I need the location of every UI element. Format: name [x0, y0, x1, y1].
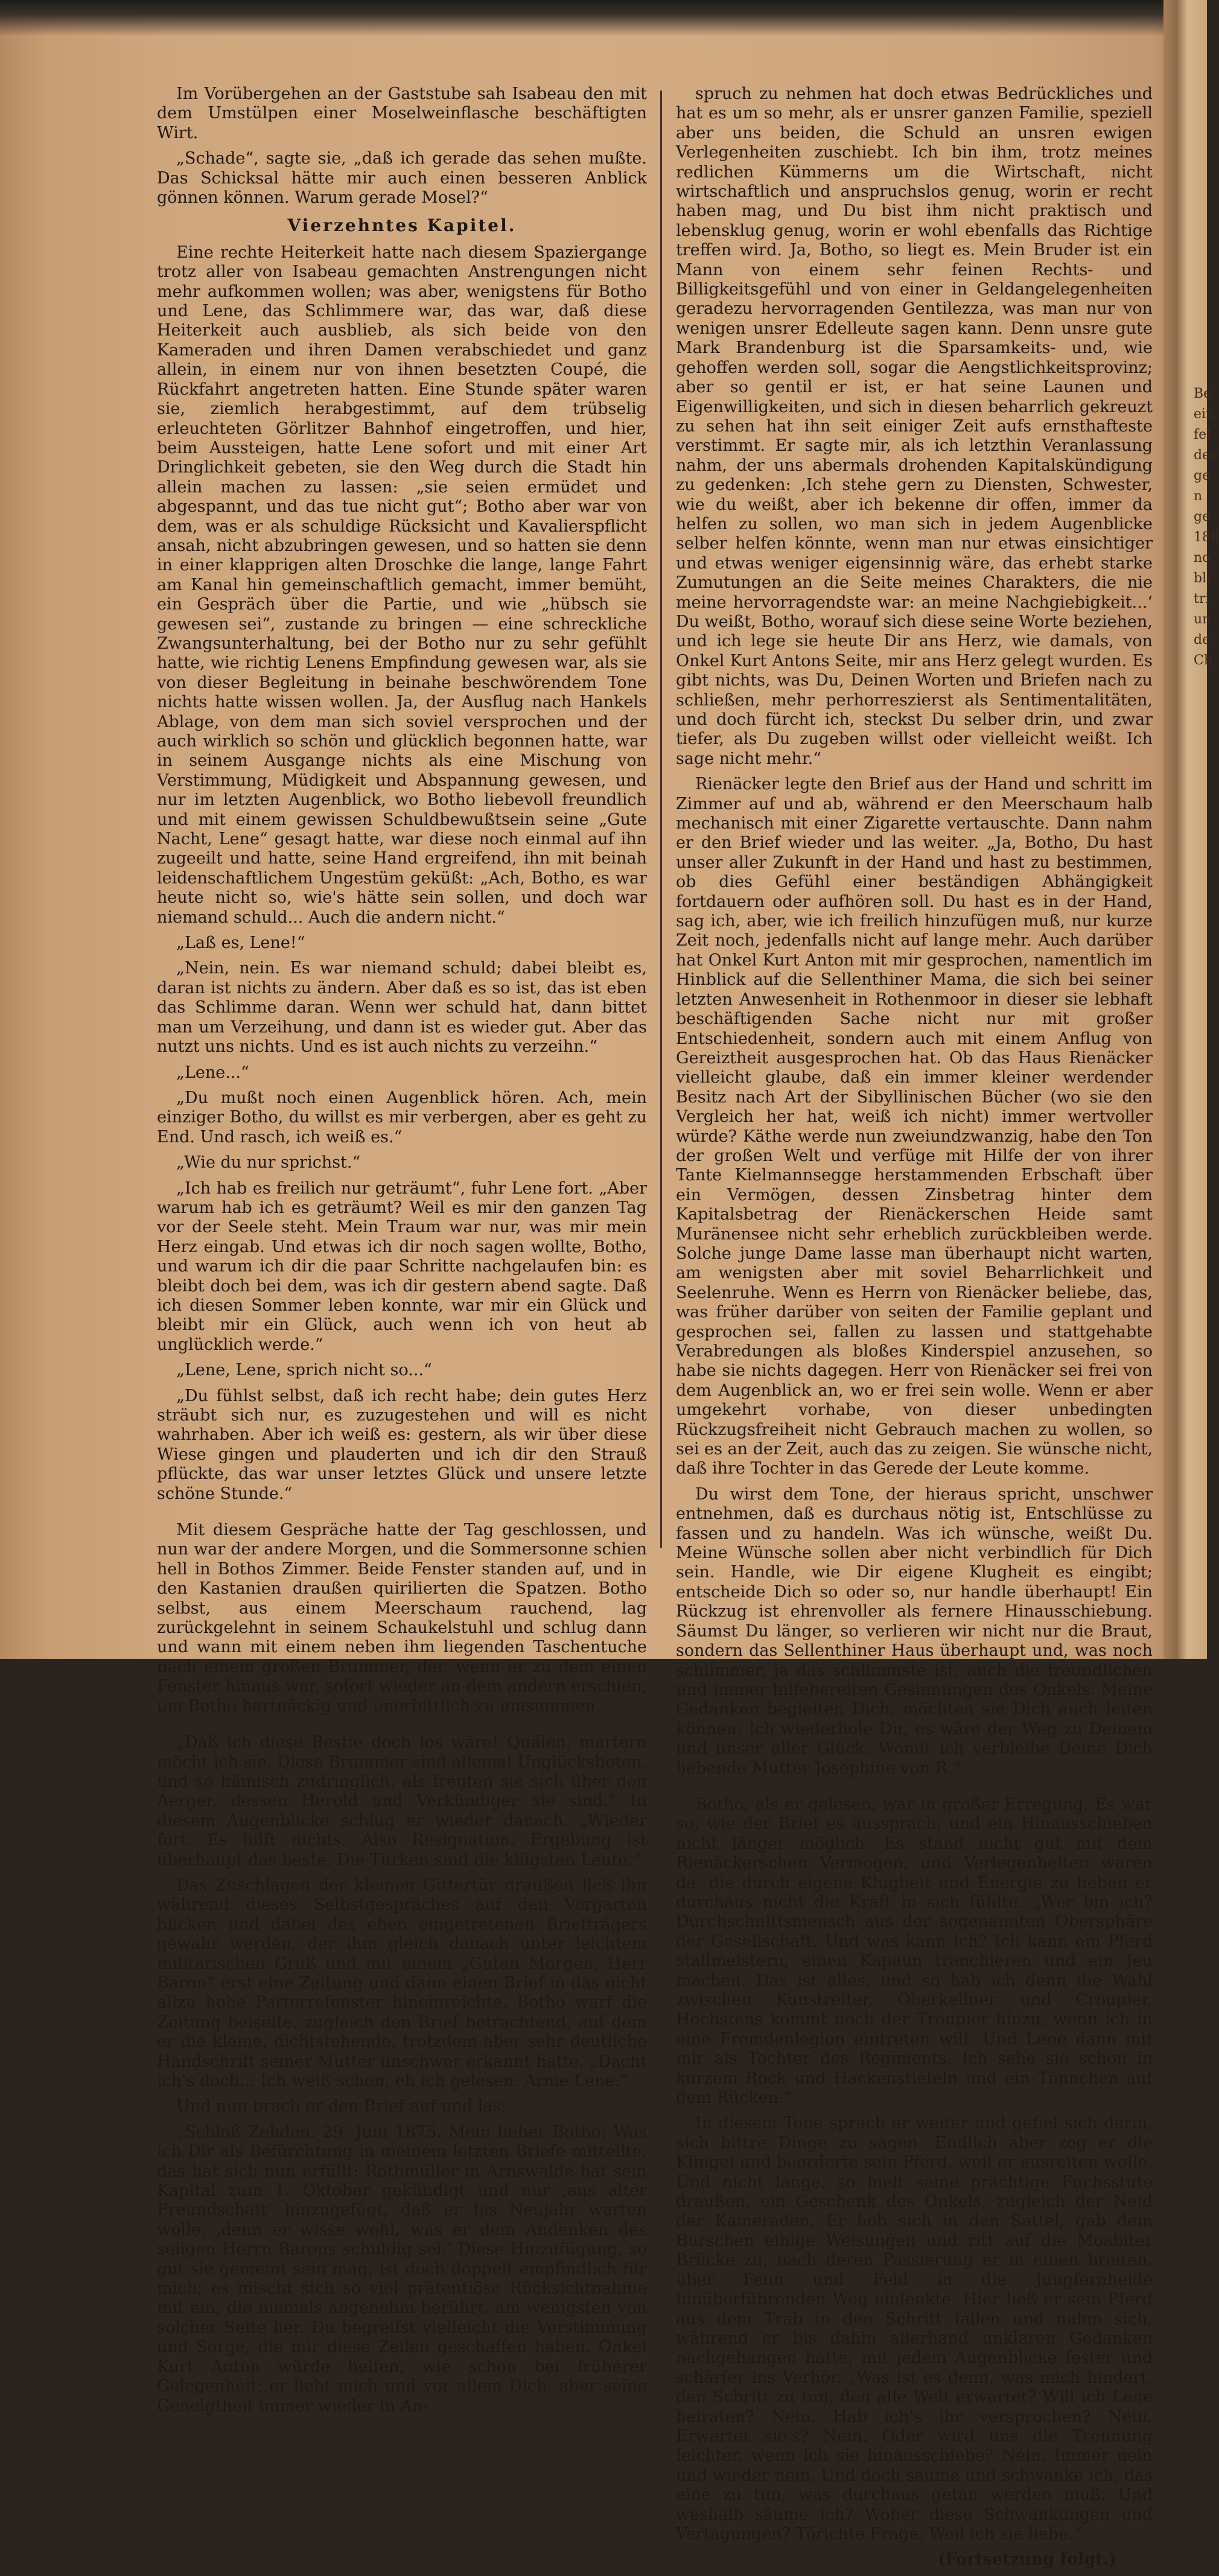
edge-fragment: Ch — [1194, 653, 1213, 668]
left-paragraph: „Du mußt noch einen Augenblick hören. Ach, mein einziger Botho, du willst es mir verbergen, aber es geht zu End. Und rasch, ich weiß es.“ — [157, 1088, 647, 1146]
edge-fragment: der — [1194, 448, 1217, 463]
left-spacer — [157, 1510, 647, 1521]
left-paragraph: Das Zuschlagen der kleinen Gittertür draußen ließ ihn während dieses Selbstgespräches auf den Vorgarten blicken und dabei des eben eingetretenen Briefträgers gewahr werden, der ihm gleich danach unter leichtem militärischen Gruß und mit einem „Guten Morgen, Herr Baron“ erst eine Zeitung und dann einen Brief in das nicht allzu hohe Parterrefenster hineinreichte. Botho warf die Zeitung beiseite, zugleich den Brief betrachtend, auf dem er die kleine, dichtstehende, trotzdem aber sehr deutliche Handschrift seiner Mutter unschwer erkannt hatte. „Dacht ich's doch... Ich weiß schon, eh ich gelesen. Arme Lene.“ — [157, 1875, 647, 2090]
left-paragraph: „Schade“, sagte sie, „daß ich gerade das sehen mußte. Das Schicksal hätte mir auch einen besseren Anblick gönnen können. Warum gerade Mosel?“ — [157, 149, 647, 208]
adjacent-page-edge — [1163, 0, 1219, 1659]
left-paragraph: Und nun brach er den Brief auf und las: — [176, 2097, 507, 2116]
left-paragraph: „Wie du nur sprichst.“ — [176, 1153, 361, 1172]
edge-fragment: bli — [1194, 571, 1211, 586]
edge-fragment: ge — [1194, 509, 1211, 524]
left-paragraph: „Du fühlst selbst, daß ich recht habe; dein gutes Herz sträubt sich nur, es zuzugestehen und will es nicht wahrhaben. Aber ich weiß es: gestern, als wir über diese Wiese gingen und plauderten und ich dir den Strauß pflückte, das war unser letztes Glück und unsere letzte schöne Stunde.“ — [157, 1386, 647, 1503]
left-paragraph: Eine rechte Heiterkeit hatte nach diesem Spaziergange trotz aller von Isabeau gemachten Anstrengungen nicht mehr aufkommen wollen; was aber, wenigstens für Botho und Lene, das Schlimmere war, das war, daß diese Heiterkeit auch ausblieb, als sich beide von den Kameraden und ihren Damen verabschiedet und ganz allein, in einem nur von ihnen besetzten Coupé, die Rückfahrt angetreten hatten. Eine Stunde später waren sie, ziemlich herabgestimmt, auf dem trübselig erleuchteten Görlitzer Bahnhof eingetroffen, und hier, beim Aussteigen, hatte Lene sofort und mit einer Art Dringlichkeit gebeten, sie den Weg durch die Stadt hin allein machen zu lassen: „sie seien ermüdet und abgespannt, und das tue nicht gut“; Botho aber war von dem, was er als schuldige Rücksicht und Kavalierspflicht ansah, nicht abzubringen gewesen, und so hatten sie denn in einer klapprigen alten Droschke die lange, lange Fahrt am Kanal hin gemeinschaftlich gemacht, immer bemüht, ein Gespräch über die Partie, und wie „hübsch sie gewesen sei“, zustande zu bringen — eine schreckliche Zwangsunterhaltung, bei der Botho nur zu sehr gefühlt hatte, wie richtig Lenens Empfindung gewesen war, als sie von dieser Begleitung in beinahe beschwörendem Tone nichts hatte wissen wollen. Ja, der Ausflug nach Hankels Ablage, von dem man sich soviel versprochen und der auch wirklich so schön und glücklich begonnen hatte, war in seinem Ausgange nichts als eine Mischung von Verstimmung, Müdigkeit und Abspannung gewesen, und nur im letzten Augenblick, wo Botho liebevoll freundlich und mit einem gewissen Schuldbewußtsein seine „Gute Nacht, Lene“ gesagt hatte, war diese noch einmal auf ihn zugeeilt und hatte, seine Hand ergreifend, ihn mit beinah leidenschaftlichem Ungestüm geküßt: „Ach, Botho, es war heute nicht so, wie's hätte sein sollen, und doch war niemand schuld... Auch die andern nicht.“ — [157, 243, 647, 927]
left-paragraph: „Schloß Zehden. 29. Juni 1875. Mein lieber Botho: Was ich Dir als Befürchtung in meinem letzten Briefe mitteilte, das hat sich nun erfüllt: Rothmüller in Arnswalde hat sein Kapital zum 1. Oktober gekündigt und nur ‚aus alter Freundschaft‘ hinzugefügt, daß er bis Neujahr warten wolle, ‚denn er wisse wohl, was er dem Andenken des seligen Herrn Barons schuldig sei.‘ Diese Hinzufügung, so gut sie gemeint sein mag, ist doch doppelt empfindlich für mich; es mischt sich so viel prätentiöse Rücksichtnahme mit ein, die niemals angenehm berührt, am wenigsten von solcher Seite her. Du begreifst vielleicht die Verstimmung und Sorge, die mir diese Zeilen geschaffen haben. Onkel Kurt Anton würde helfen, wie schon bei früherer Gelegenheit; er liebt mich und vor allem Dich, aber seine Geneigtheit immer wieder in An- — [157, 2122, 647, 2415]
right-paragraph: Du wirst dem Tone, der hieraus spricht, unschwer entnehmen, daß es durchaus nötig ist, Entschlüsse zu fassen und zu handeln. Was ich wünsche, weißt Du. Meine Wünsche sollen aber nicht verbindlich für Dich sein. Handle, wie Dir eigene Klugheit es eingibt; entscheide Dich so oder so, nur handle überhaupt! Ein Rückzug ist ehrenvoller als fernere Hinausschiebung. Säumst Du länger, so verlieren wir nicht nur die Braut, sondern das Sellenthiner Haus überhaupt und, was noch schlimmer, ja das schlimmste ist, auch die freundlichen und immer hilfebereiten Gesinnungen des Onkels. Meine Gedanken begleiten Dich, möchten sie Dich auch leiten können. Ich wiederhole Dir, es wäre der Weg zu Deinem und unser aller Glück. Womit ich verbleibe Deine Dich liebende Mutter Josephine von R.“ — [676, 1484, 1153, 1778]
edge-fragment: no — [1194, 550, 1211, 565]
edge-fragment: ein — [1194, 407, 1215, 422]
left-paragraph: „Ich hab es freilich nur geträumt“, fuhr Lene fort. „Aber warum hab ich es geträumt? Weil es mir den ganzen Tag vor der Seele steht. Mein Traum war nur, was mir mein Herz eingab. Und etwas ich dir noch sagen wollte, Botho, und warum ich dir die paar Schritte nachgelaufen bin: es bleibt doch bei dem, was ich dir gestern abend sagte. Daß ich diesen Sommer leben konnte, war mir ein Glück und bleibt mir ein Glück, auch wenn ich von heut ab unglücklich werde.“ — [157, 1178, 647, 1354]
left-spacer — [157, 1722, 647, 1733]
chapter-heading: Vierzehntes Kapitel. — [287, 215, 517, 236]
left-paragraph: Mit diesem Gespräche hatte der Tag geschlossen, und nun war der andere Morgen, und die Sommersonne schien hell in Bothos Zimmer. Beide Fenster standen auf, und in den Kastanien draußen quirilierten die Spatzen. Botho selbst, aus einem Meerschaum rauchend, lag zurückgelehnt in seinem Schaukelstuhl und schlug dann und wann mit einem neben ihm liegenden Taschentuche nach einem großen Brummer, der, wenn er zu dem einen Fenster hinaus war, sofort wieder an dem andern erschien, um Botho hartnäckig und unerbittlich zu umsummen. — [157, 1521, 647, 1716]
right-spacer — [676, 1784, 1153, 1795]
column-divider — [660, 91, 662, 1548]
edge-fragment: 188 — [1194, 530, 1219, 545]
left-paragraph: „Nein, nein. Es war niemand schuld; dabei bleibt es, daran ist nichts zu ändern. Aber daß es so ist, das ist eben das Schlimme daran. Wenn wer schuld hat, dann bittet man um Verzeihung, und dann ist es wieder gut. Aber das nutzt uns nichts. Und es ist auch nichts zu verzeihn.“ — [157, 959, 647, 1057]
right-paragraph: Rienäcker legte den Brief aus der Hand und schritt im Zimmer auf und ab, während er den Meerschaum halb mechanisch mit einer Zigarette vertauschte. Dann nahm er den Brief wieder und las weiter. „Ja, Botho, Du hast unser aller Zukunft in der Hand und hast zu bestimmen, ob dies Gefühl einer beständigen Abhängigkeit fortdauern oder aufhören soll. Du hast es in der Hand, sag ich, aber, wie ich freilich hinzufügen muß, nur kurze Zeit noch, jedenfalls nicht auf lange mehr. Auch darüber hat Onkel Kurt Anton mit mir gesprochen, namentlich im Hinblick auf die Sellenthiner Mama, die sich bei seiner letzten Anwesenheit in Rothenmoor in dieser sie lebhaft beschäftigenden Sache nicht nur mit großer Entschiedenheit, sondern auch mit einem Anflug von Gereiztheit ausgesprochen hat. Ob das Haus Rienäcker vielleicht glaube, daß ein immer kleiner werdender Besitz nach Art der Sibyllinischen Bücher (wo sie den Vergleich her hat, weiß ich nicht) immer wertvoller würde? Käthe werde nun zweiundzwanzig, habe den Ton der großen Welt und verfüge mit Hilfe der von ihrer Tante Kielmannsegge herstammenden Erbschaft über ein Vermögen, dessen Zinsbetrag hinter dem Kapitalsbetrag der Rienäckerschen Heide samt Muränensee nicht sehr erheblich zurückbleiben werde. Solche junge Dame lasse man überhaupt nicht warten, am wenigsten aber mit soviel Beharrlichkeit und Seelenruhe. Wenn es Herrn von Rienäcker beliebe, das, was früher darüber von seiten der Familie geplant und gesprochen sei, fallen zu lassen und stattgehabte Verabredungen als bloßes Kinderspiel anzusehen, so habe sie nichts dagegen. Herr von Rienäcker sei frei von dem Augenblick an, wo er frei sein wolle. Wenn er aber umgekehrt vorhabe, von dieser unbedingten Rückzugsfreiheit nicht Gebrauch machen zu wollen, so sei es an der Zeit, auch das zu zeigen. Sie wünsche nicht, daß ihre Tochter in das Gerede der Leute komme. — [676, 775, 1153, 1478]
right-paragraph: Botho, als er gelesen, war in großer Erregung. Es war so, wie der Brief es aussprach, und ein Hinausschieben nicht länger möglich. Es stand nicht gut mit dem Rienäckerschen Vermögen, und Verlegenheiten waren da, die durch eigene Klugheit und Energie zu heben er durchaus nicht die Kraft in sich fühlte. „Wer bin ich? Durchschnittsmensch aus der sogenannten Obersphäre der Gesellschaft. Und was kann ich? Ich kann ein Pferd stallmeistern, einen Kapaun tranchieren und ein Jeu machen. Das ist alles, und so hab ich denn die Wahl zwischen Kunstreiter, Oberkellner und Croupier. Höchstens kommt noch der Troupier hinzu, wenn ich in eine Fremdenlegion eintreten will. Und Lene dann mit mir als Tochter des Regiments. Ich sehe sie schon in kurzem Rock und Hackenstiefeln und ein Tönnchen auf dem Rücken.“ — [676, 1795, 1153, 2108]
edge-fragment: tri — [1194, 591, 1210, 606]
right-paragraph: In diesem Tone sprach er weiter und gefiel sich darin, sich bittre Dinge zu sagen. Endlich aber zog er die Klingel und beorderte sein Pferd, weil er ausreiten wolle. Und nicht lange, so hielt seine prächtige Fuchsstute draußen, ein Geschenk des Onkels, zugleich der Neid der Kameraden. Er hob sich in den Sattel, gab dem Burschen einige Weisungen und ritt auf die Moabiter Brücke zu, nach deren Passierung er in einen breiten, über Fenn und Feld in die Jungfernheide hinüberführenden Weg einlenkte. Hier ließ er sein Pferd aus dem Trab in den Schritt fallen und nahm sich, während er bis dahin allerhand unklaren Gedanken nachgehangen hatte, mit jedem Augenblicke fester und schärfer ins Verhör. „Was ist es denn, was mich hindert, den Schritt zu tun, den alle Welt erwartet? Will ich Lene heiraten? Nein. Hab ich's ihr versprochen? Nein. Erwartet sie's? Nein. Oder wird uns die Trennung leichter, wenn ich sie hinausschiebe? Nein. Immer nein und wieder nein. Und doch säume und schwanke ich, das eine zu tun, was durchaus getan werden muß. Und weshalb säume ich? Woher diese Schwankungen und Vertagungen? Törichte Frage. Weil ich sie liebe.“ — [676, 2114, 1153, 2543]
left-paragraph: „Daß ich diese Bestie doch los wäre! Quälen, martern möcht ich sie. Diese Brummer sind allemal Unglücksboten, und so hämisch zudringlich, als freuten sie sich über den Aerger, dessen Herold und Verkündiger sie sind.“ In diesem Augenblicke schlug er wieder danach. „Wieder fort. Es hilft nichts. Also Resignation. Ergebung ist überhaupt das beste. Die Türken sind die klügsten Leute.“ — [157, 1733, 647, 1869]
left-paragraph: „Lene, Lene, sprich nicht so...“ — [176, 1361, 432, 1380]
edge-fragment: ge — [1194, 468, 1211, 483]
edge-fragment: de — [1194, 632, 1211, 647]
continuation-note: (Fortsetzung folgt.) — [937, 2550, 1116, 2569]
left-paragraph: „Lene...“ — [176, 1063, 249, 1082]
edge-fragment: n — [1194, 489, 1203, 504]
text-column-left — [157, 84, 647, 2422]
edge-fragment: Be — [1194, 386, 1212, 401]
left-paragraph: Im Vorübergehen an der Gaststube sah Isabeau den mit dem Umstülpen einer Moselweinflasche beschäftigten Wirt. — [157, 84, 647, 142]
edge-fragment: un — [1194, 612, 1211, 627]
text-column-right — [676, 84, 1153, 2576]
edge-fragment: fel — [1194, 427, 1211, 442]
left-paragraph: „Laß es, Lene!“ — [176, 933, 305, 953]
right-paragraph: spruch zu nehmen hat doch etwas Bedrückliches und hat es um so mehr, als er unsrer ganzen Familie, speziell aber uns beiden, die Schuld an unsren ewigen Verlegenheiten zuschiebt. Ich bin ihm, trotz meines redlichen Kümmerns um die Wirtschaft, nicht wirtschaftlich und anspruchslos genug, worin er recht haben mag, und Du bist ihm nicht praktisch und lebensklug genug, worin er wohl ebenfalls das Richtige treffen wird. Ja, Botho, so liegt es. Mein Bruder ist ein Mann von einem sehr feinen Rechts- und Billigkeitsgefühl und von einer in Geldangelegenheiten geradezu hervorragenden Gentilezza, was man nur von wenigen unsrer Edelleute sagen kann. Denn unsre gute Mark Brandenburg ist die Sparsamkeits- und, wie gehoffen werden soll, sogar die Aengstlichkeitsprovinz; aber so gentil er ist, er hat seine Launen und Eigenwilligkeiten, und sich in diesen beharrlich gekreuzt zu sehen hat ihn seit einiger Zeit aufs ernsthafteste verstimmt. Er sagte mir, als ich letzthin Veranlassung nahm, der uns abermals drohenden Kapitalskündigung zu gedenken: ‚Ich stehe gern zu Diensten, Schwester, wie du weißt, aber ich bekenne dir offen, immer da helfen zu sollen, wo man sich in jedem Augenblicke selber helfen könnte, wenn man nur etwas einsichtiger und etwas weniger eigensinnig wäre, das erhebt starke Zumutungen an die Seite meines Charakters, die nie meine hervorragendste war: an meine Nachgiebigkeit...‘ Du weißt, Botho, worauf sich diese seine Worte beziehen, und ich lege sie heute Dir ans Herz, wie damals, von Onkel Kurt Antons Seite, mir ans Herz gelegt wurden. Es gibt nichts, was Du, Deinen Worten und Briefen nach zu schließen, mehr perhorreszierst als Sentimentalitäten, und doch fürcht ich, steckst Du selber drin, und zwar tiefer, als Du zugeben willst oder vielleicht weißt. Ich sage nicht mehr.“ — [676, 84, 1153, 768]
